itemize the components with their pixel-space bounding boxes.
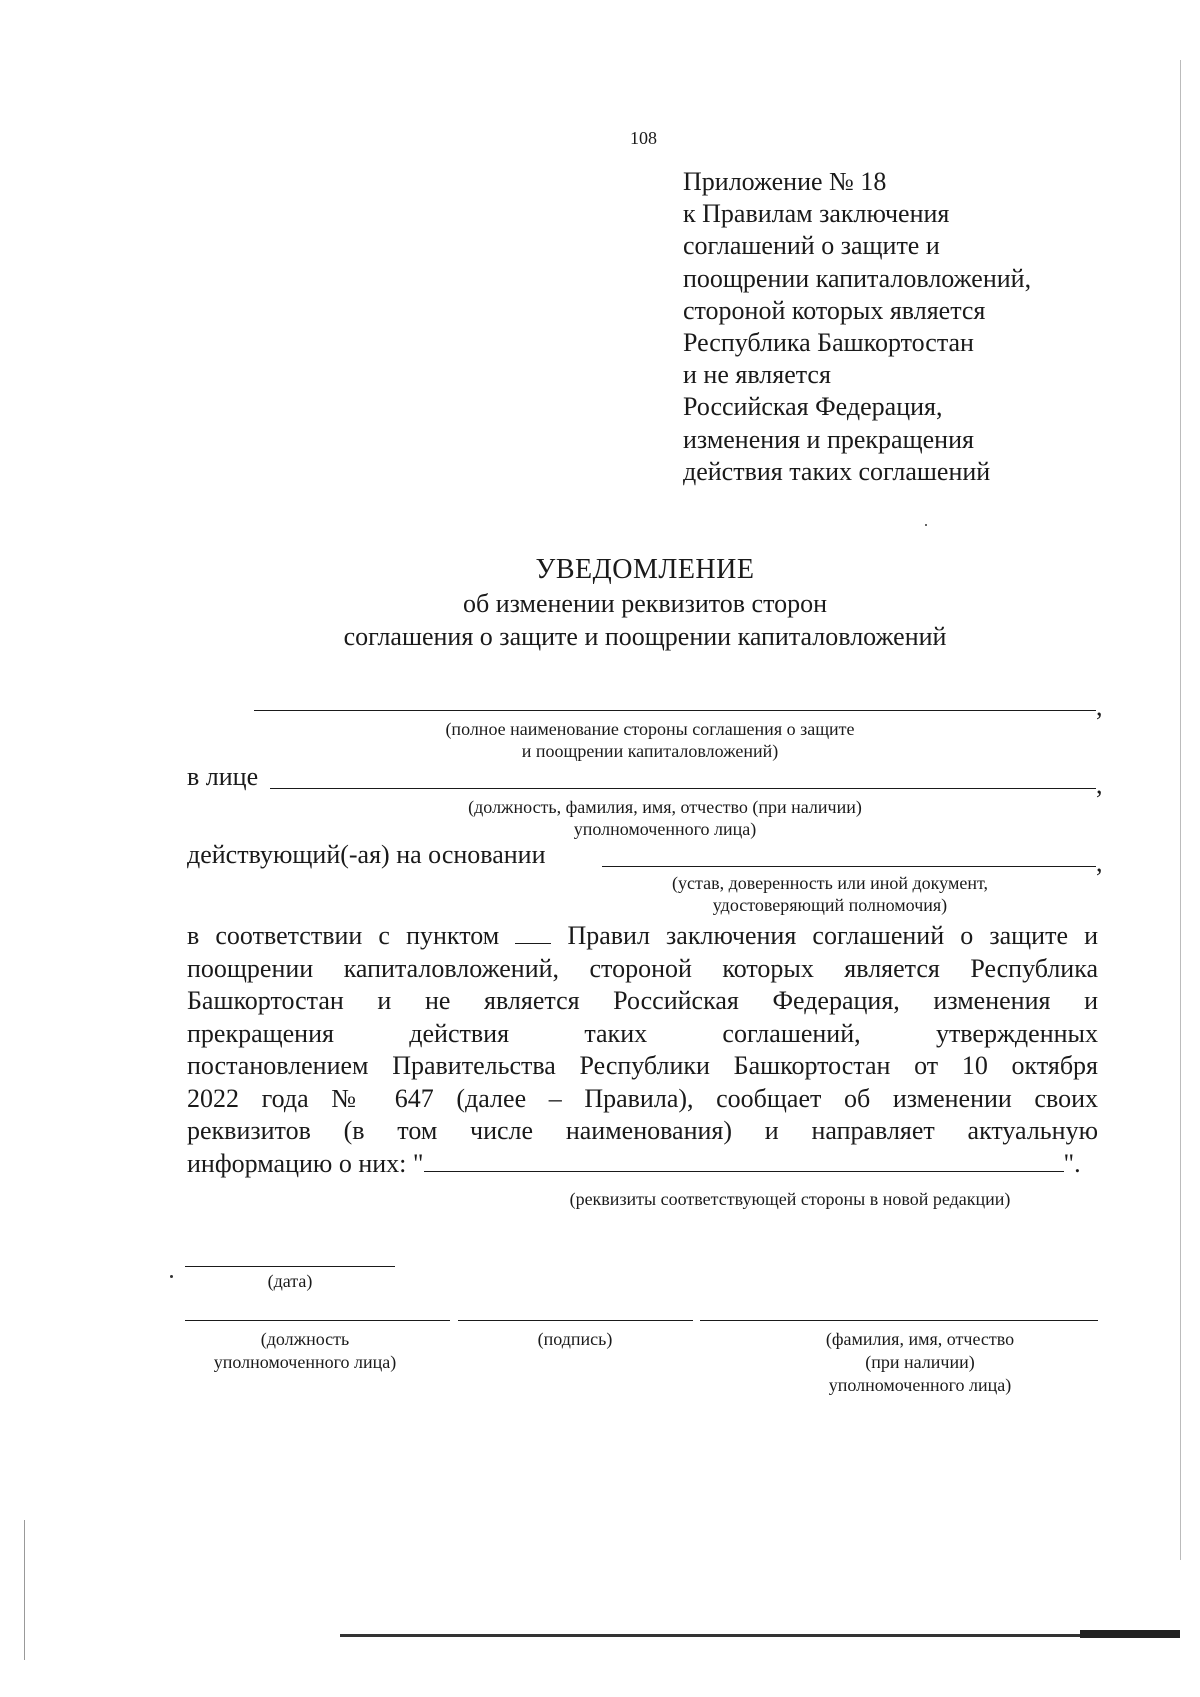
in-person-caption-2: уполномоченного лица): [573, 819, 757, 839]
acting-basis-comma: ,: [1096, 848, 1103, 877]
in-person-field[interactable]: [270, 788, 1096, 789]
scan-edge-bottom-thick: [1080, 1630, 1180, 1638]
appendix-line: Республика Башкортостан: [683, 328, 974, 358]
appendix-line: к Правилам заключения: [683, 199, 950, 229]
appendix-line: изменения и прекращения: [683, 424, 974, 454]
signature-field[interactable]: [458, 1320, 693, 1321]
appendix-line: соглашений о защите и: [683, 231, 940, 261]
title-subtitle-2: соглашения о защите и поощрении капиталовложений: [343, 622, 947, 651]
requisites-field[interactable]: [424, 1149, 1064, 1172]
full-name-caption-1: (фамилия, имя, отчество: [825, 1329, 1015, 1349]
signature-caption: (подпись): [537, 1329, 613, 1349]
acting-basis-field[interactable]: [602, 866, 1096, 867]
body-line: прекращения действия таких соглашений, утвержденных: [187, 1018, 1098, 1048]
appendix-line: Приложение № 18: [683, 167, 887, 196]
body-line: 2022 года № 647 (далее – Правила), сообщает об изменении своих: [187, 1083, 1098, 1113]
full-name-caption-2: (при наличии): [865, 1352, 975, 1372]
scan-dot: [170, 1275, 173, 1278]
body-line: реквизитов (в том числе наименования) и направляет актуальную: [187, 1116, 1098, 1145]
body-paragraph: [187, 920, 1098, 1180]
acting-basis-caption-2: удостоверяющий полномочия): [712, 895, 948, 915]
appendix-line: Российская Федерация,: [683, 392, 943, 422]
in-person-caption-1: (должность, фамилия, имя, отчество (при наличии): [468, 797, 862, 817]
in-person-comma: ,: [1096, 770, 1103, 799]
position-caption-2: уполномоченного лица): [213, 1352, 397, 1372]
body-line: поощрении капиталовложений, стороной которых является Республика: [187, 953, 1098, 983]
appendix-line: стороной которых является: [683, 295, 986, 325]
clause-number-field[interactable]: [515, 921, 551, 944]
scan-edge-right: [1180, 60, 1181, 1560]
appendix-line: и не является: [683, 360, 831, 390]
acting-basis-caption-1: (устав, доверенность или иной документ,: [672, 873, 988, 893]
page-number: 108: [630, 128, 657, 148]
body-line: Башкортостан и не является Российская Федерация, изменения и: [187, 986, 1098, 1015]
party-name-field[interactable]: [254, 710, 1096, 711]
party-name-caption-2: и поощрении капиталовложений): [521, 741, 779, 761]
full-name-field[interactable]: [700, 1320, 1098, 1321]
scan-dot: [925, 524, 927, 526]
document-title: [240, 553, 1050, 653]
scan-edge-bottom: [340, 1634, 1180, 1637]
body-line: информацию о них: " ".: [187, 1148, 1081, 1178]
date-field[interactable]: [185, 1266, 395, 1267]
title-main: УВЕДОМЛЕНИЕ: [535, 554, 755, 585]
position-caption-1: (должность: [260, 1329, 350, 1349]
body-line: постановлением Правительства Республики Башкортостан от 10 октября: [187, 1051, 1098, 1080]
party-name-caption-1: (полное наименование стороны соглашения о защите: [445, 719, 855, 739]
date-caption: (дата): [267, 1271, 313, 1291]
acting-basis-label: действующий(-ая) на основании: [187, 840, 546, 869]
position-field[interactable]: [185, 1320, 450, 1321]
appendix-header: [683, 166, 1031, 488]
in-person-label: в лице: [187, 762, 259, 791]
body-line: в соответствии с пунктом Правил заключения соглашений о защите и: [187, 921, 1098, 950]
appendix-line: действия таких соглашений: [683, 456, 991, 486]
scan-edge-left: [24, 1520, 25, 1660]
party-name-comma: ,: [1096, 692, 1103, 721]
title-subtitle-1: об изменении реквизитов сторон: [462, 589, 828, 618]
appendix-line: поощрении капиталовложений,: [683, 263, 1032, 293]
full-name-caption-3: уполномоченного лица): [828, 1375, 1012, 1395]
requisites-caption: (реквизиты соответствующей стороны в новой редакции): [569, 1189, 1011, 1209]
